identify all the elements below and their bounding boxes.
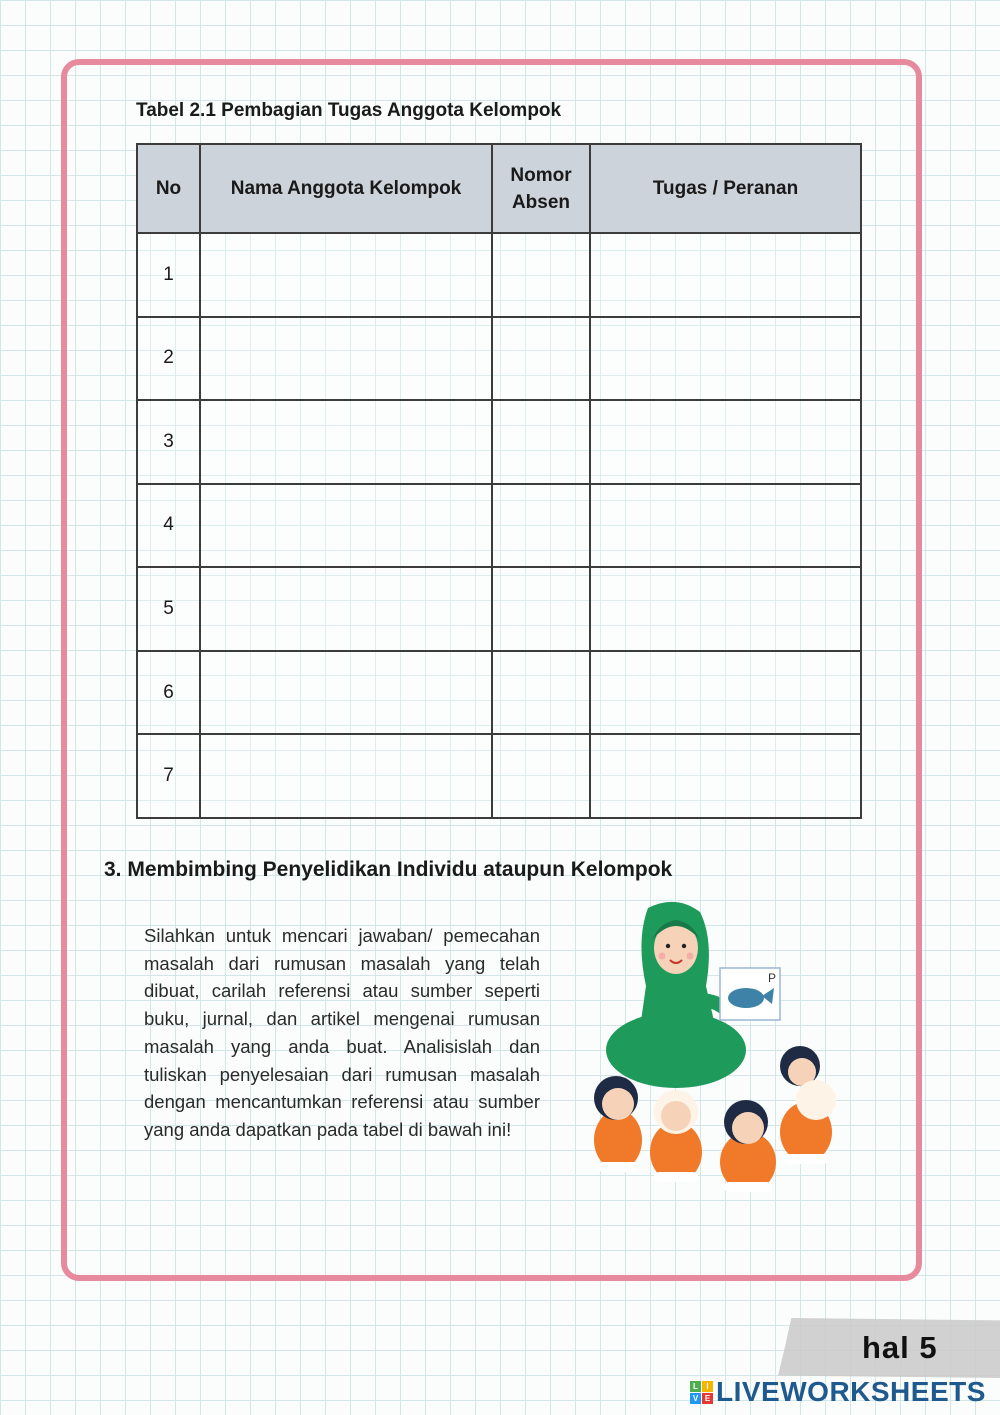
instruction-paragraph: Silahkan untuk mencari jawaban/ pemecahan masalah dari rumusan masalah yang telah dibuat, carilah referensi atau sumber seperti buku, jurnal, dan artikel mengenai rumusan masalah yang anda buat. Analisislah dan tuliskan penyelesaian dari rumusan masalah dengan mencantumkan referensi atau sumber yang anda dapatkan pada tabel di bawah ini! (144, 925, 540, 1140)
teacher-with-kids-illustration (588, 900, 843, 1200)
header-task: Tugas / Peranan (590, 144, 861, 233)
table-row (137, 317, 861, 401)
header-absen-line2: Absen (511, 191, 571, 213)
absen-cell[interactable] (492, 400, 590, 484)
table-row (137, 567, 861, 651)
header-absen (492, 144, 590, 233)
header-absen-line1: Nomor (510, 164, 572, 186)
brand-name: LIVEWORKSHEETS (716, 1376, 986, 1407)
name-cell[interactable] (200, 567, 492, 651)
table-row (137, 400, 861, 484)
logo-letter: L (690, 1381, 701, 1392)
absen-cell[interactable] (492, 651, 590, 735)
row-number: 1 (137, 233, 200, 317)
task-cell[interactable] (590, 651, 861, 735)
table-caption: Tabel 2.1 Pembagian Tugas Anggota Kelompok (136, 100, 562, 121)
table-row (137, 651, 861, 735)
absen-cell[interactable] (492, 484, 590, 568)
table-row (137, 734, 861, 818)
task-cell[interactable] (590, 734, 861, 818)
task-cell[interactable] (590, 233, 861, 317)
row-number: 5 (137, 567, 200, 651)
task-cell[interactable] (590, 484, 861, 568)
row-number: 2 (137, 317, 200, 401)
absen-cell[interactable] (492, 317, 590, 401)
absen-cell[interactable] (492, 567, 590, 651)
row-number: 3 (137, 400, 200, 484)
card-letter: P (768, 971, 777, 985)
name-cell[interactable] (200, 317, 492, 401)
absen-cell[interactable] (492, 233, 590, 317)
group-task-table (136, 143, 862, 819)
name-cell[interactable] (200, 734, 492, 818)
table-row (137, 484, 861, 568)
task-cell[interactable] (590, 317, 861, 401)
row-number: 7 (137, 734, 200, 818)
header-name: Nama Anggota Kelompok (200, 144, 492, 233)
liveworksheets-logo-icon (690, 1381, 713, 1404)
picture-card (720, 968, 780, 1020)
task-cell[interactable] (590, 567, 861, 651)
header-no: No (137, 144, 200, 233)
task-cell[interactable] (590, 400, 861, 484)
name-cell[interactable] (200, 400, 492, 484)
table-row (137, 233, 861, 317)
logo-letter: I (702, 1381, 713, 1392)
row-number: 4 (137, 484, 200, 568)
name-cell[interactable] (200, 484, 492, 568)
logo-letter: V (690, 1393, 701, 1404)
page-number: hal 5 (862, 1330, 938, 1365)
liveworksheets-brand[interactable] (690, 1374, 986, 1410)
section-heading: 3. Membimbing Penyelidikan Individu ataupun Kelompok (104, 858, 673, 881)
logo-letter: E (702, 1393, 713, 1404)
absen-cell[interactable] (492, 734, 590, 818)
row-number: 6 (137, 651, 200, 735)
name-cell[interactable] (200, 233, 492, 317)
table-header-row (137, 144, 861, 233)
name-cell[interactable] (200, 651, 492, 735)
